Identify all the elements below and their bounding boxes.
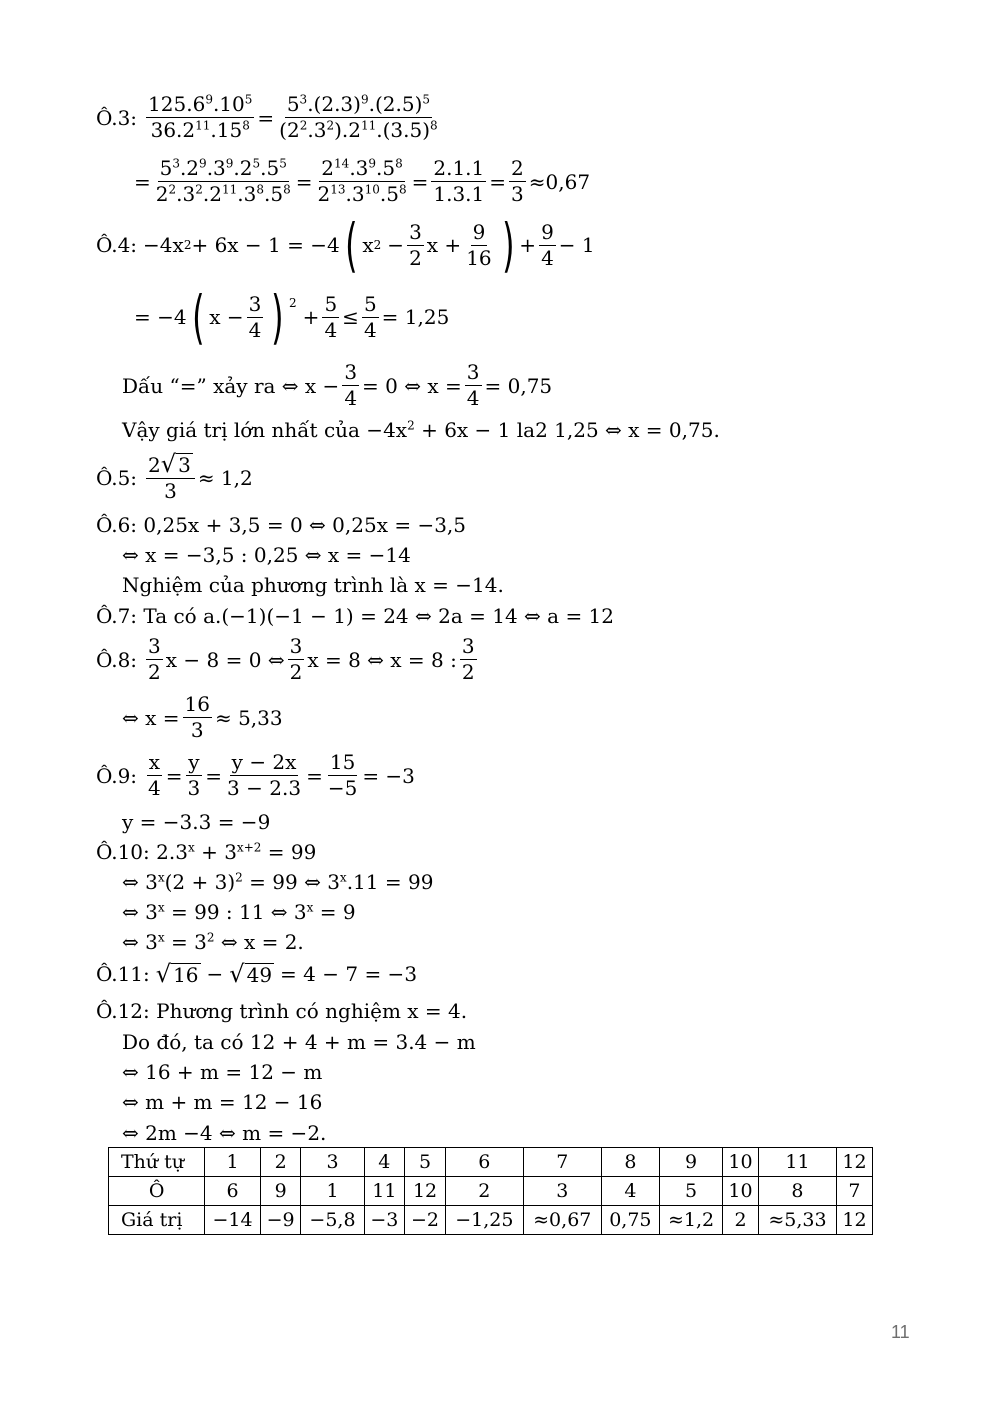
table-header-thu-tu: Thứ tự [109,1148,205,1177]
o3-fraction-1: $\frac{125.6^9.10^5}{36.2^{11}.15^8}$ [148,92,253,142]
o8-line-2: ⇔ x = $\frac{16}{3}$ ≈ 5,33 [122,692,283,742]
table-cell: 2 [723,1206,759,1235]
o3-approx: ≈0,67 [528,169,591,194]
o12-line-5: ⇔ 2m −4 ⇔ m = −2. [122,1121,327,1145]
o6-line-1: Ô.6: 0,25x + 3,5 = 0 ⇔ 0,25x = −3,5 [96,513,467,537]
o10-line-4: ⇔ $3^x = 3^2$ ⇔ x = 2. [122,930,304,954]
o4-line-1: Ô.4: −4x 2 + 6x − 1 = −4 ( x 2 − $\frac{3}{2}$ x + $\frac{9}{16}$ ) + $\frac{9}{4}$ − 1 [96,211,595,279]
table-row-gia-tri [109,1206,873,1235]
o8-label: Ô.8: [96,647,138,672]
table-cell: 2 [445,1177,523,1206]
table-cell: −2 [405,1206,446,1235]
o8-line-1: Ô.8: $\frac{3}{2}$ x − 8 = 0 ⇔ $\frac{3}{2}$ x = 8 ⇔ x = 8 : $\frac{3}{2}$ [96,634,475,684]
table-cell: −14 [205,1206,261,1235]
table-cell: 4 [601,1177,659,1206]
table-cell: ≈0,67 [523,1206,601,1235]
table-cell: 12 [836,1148,872,1177]
o3-fraction-6: $\frac{2}{3}$ [511,156,524,206]
o6-line-2: ⇔ x = −3,5 : 0,25 ⇔ x = −14 [122,543,411,567]
table-row-thu-tu [109,1148,873,1177]
page-number: 11 [891,1322,910,1342]
table-cell: 10 [723,1177,759,1206]
o5-line: Ô.5: 2 √ 3 3 ≈ 1,2 [96,450,253,503]
table-cell: 9 [260,1177,301,1206]
table-header-o: Ô [109,1177,205,1206]
table-cell: 5 [660,1177,723,1206]
o3-label: Ô.3: [96,105,138,130]
table-cell: 1 [205,1148,261,1177]
o12-line-1: Ô.12: Phương trình có nghiệm x = 4. [96,999,468,1023]
o4-label: Ô.4: [96,233,138,257]
o12-line-4: ⇔ m + m = 12 − 16 [122,1090,323,1114]
table-row-o [109,1177,873,1206]
table-cell: 4 [364,1148,405,1177]
table-cell: ≈5,33 [759,1206,837,1235]
o10-line-1: Ô.10: $2.3^x + 3^{x+2} = 99$ [96,840,317,864]
table-cell: 0,75 [601,1206,659,1235]
table-cell: 11 [364,1177,405,1206]
results-table [108,1147,873,1235]
o10-line-2: ⇔ $3^x(2 + 3)^2 = 99$ ⇔ $3^x.11 = 99$ [122,870,434,894]
table-cell: −9 [260,1206,301,1235]
o12-line-2: Do đó, ta có 12 + 4 + m = 3.4 − m [122,1030,476,1054]
o3-fraction-3: $\frac{5^3.2^9.3^9.2^5.5^5}{2^2.3^2.2^{11}.3^8.5^8}$ [155,156,291,206]
table-cell: 6 [205,1177,261,1206]
table-cell: 5 [405,1148,446,1177]
o3-fraction-5: $\frac{2.1.1}{1.3.1}$ [433,156,485,206]
table-cell: −3 [364,1206,405,1235]
o3-line-1: Ô.3: $\frac{125.6^9.10^5}{36.2^{11}.15^8}$ = $\frac{5^3.(2.3)^9.(2.5)^5}{(2^2.3^2).2^{11}.(3.5)^8}$ [96,92,438,142]
o10-line-3: ⇔ $3^x = 99$ : 11 ⇔ $3^x = 9$ [122,900,356,924]
table-cell: −5,8 [301,1206,364,1235]
table-cell: 7 [836,1177,872,1206]
table-cell: 9 [660,1148,723,1177]
o9-label: Ô.9: [96,763,138,788]
table-cell: 2 [260,1148,301,1177]
table-cell: 10 [723,1148,759,1177]
o3-line-2: = $\frac{5^3.2^9.3^9.2^5.5^5}{2^2.3^2.2^{11}.3^8.5^8}$ = $\frac{2^{14}.3^9.5^8}{2^{13}.3^{10}.5^8}$ = $\frac{2.1.1}{1.3.1}$ = $\frac{2}{3}$ ≈0,67 [134,156,591,206]
o4-line-3: Dấu “=” xảy ra ⇔ x − $\frac{3}{4}$ = 0 ⇔ x = $\frac{3}{4}$ = 0,75 [122,360,553,410]
o11-label: Ô.11: [96,962,150,986]
table-cell: 8 [759,1177,837,1206]
table-cell: ≈1,2 [660,1206,723,1235]
o4-line-2: = −4 ( x − $\frac{3}{4}$ ) $^2$ + $\frac{5}{4}$ ≤ $\frac{5}{4}$ = 1,25 [134,283,450,351]
table-cell: 12 [405,1177,446,1206]
table-cell: 7 [523,1148,601,1177]
table-header-gia-tri: Giá trị [109,1206,205,1235]
o6-line-3: Nghiệm của phương trình là x = −14. [122,573,504,597]
table-cell: 3 [523,1177,601,1206]
o7-line-1: Ô.7: Ta có a.(−1)(−1 − 1) = 24 ⇔ 2a = 14 ⇔ a = 12 [96,604,615,628]
o3-fraction-2: $\frac{5^3.(2.3)^9.(2.5)^5}{(2^2.3^2).2^{11}.(3.5)^8}$ [279,92,438,142]
table-cell: 8 [601,1148,659,1177]
table-cell: 3 [301,1148,364,1177]
table-cell: 12 [836,1206,872,1235]
o3-fraction-4: $\frac{2^{14}.3^9.5^8}{2^{13}.3^{10}.5^8}$ [317,156,407,206]
table-cell: 11 [759,1148,837,1177]
o4-conclusion: Vậy giá trị lớn nhất của $-4x^2 + 6x - 1$ la2 1,25 ⇔ x = 0,75. [122,418,720,442]
o12-line-3: ⇔ 16 + m = 12 − m [122,1060,323,1084]
o9-line-1: Ô.9: $\frac{x}{4}$ = $\frac{y}{3}$ = $\frac{y - 2x}{3 - 2.3}$ = $\frac{15}{-5}$ = −3 [96,750,415,800]
table-cell: 1 [301,1177,364,1206]
o11-line: Ô.11: √ 16 − √ 49 = 4 − 7 = −3 [96,960,418,988]
table-cell: −1,25 [445,1206,523,1235]
table-cell: 6 [445,1148,523,1177]
o5-label: Ô.5: [96,466,138,490]
o9-line-2: y = −3.3 = −9 [122,810,271,834]
